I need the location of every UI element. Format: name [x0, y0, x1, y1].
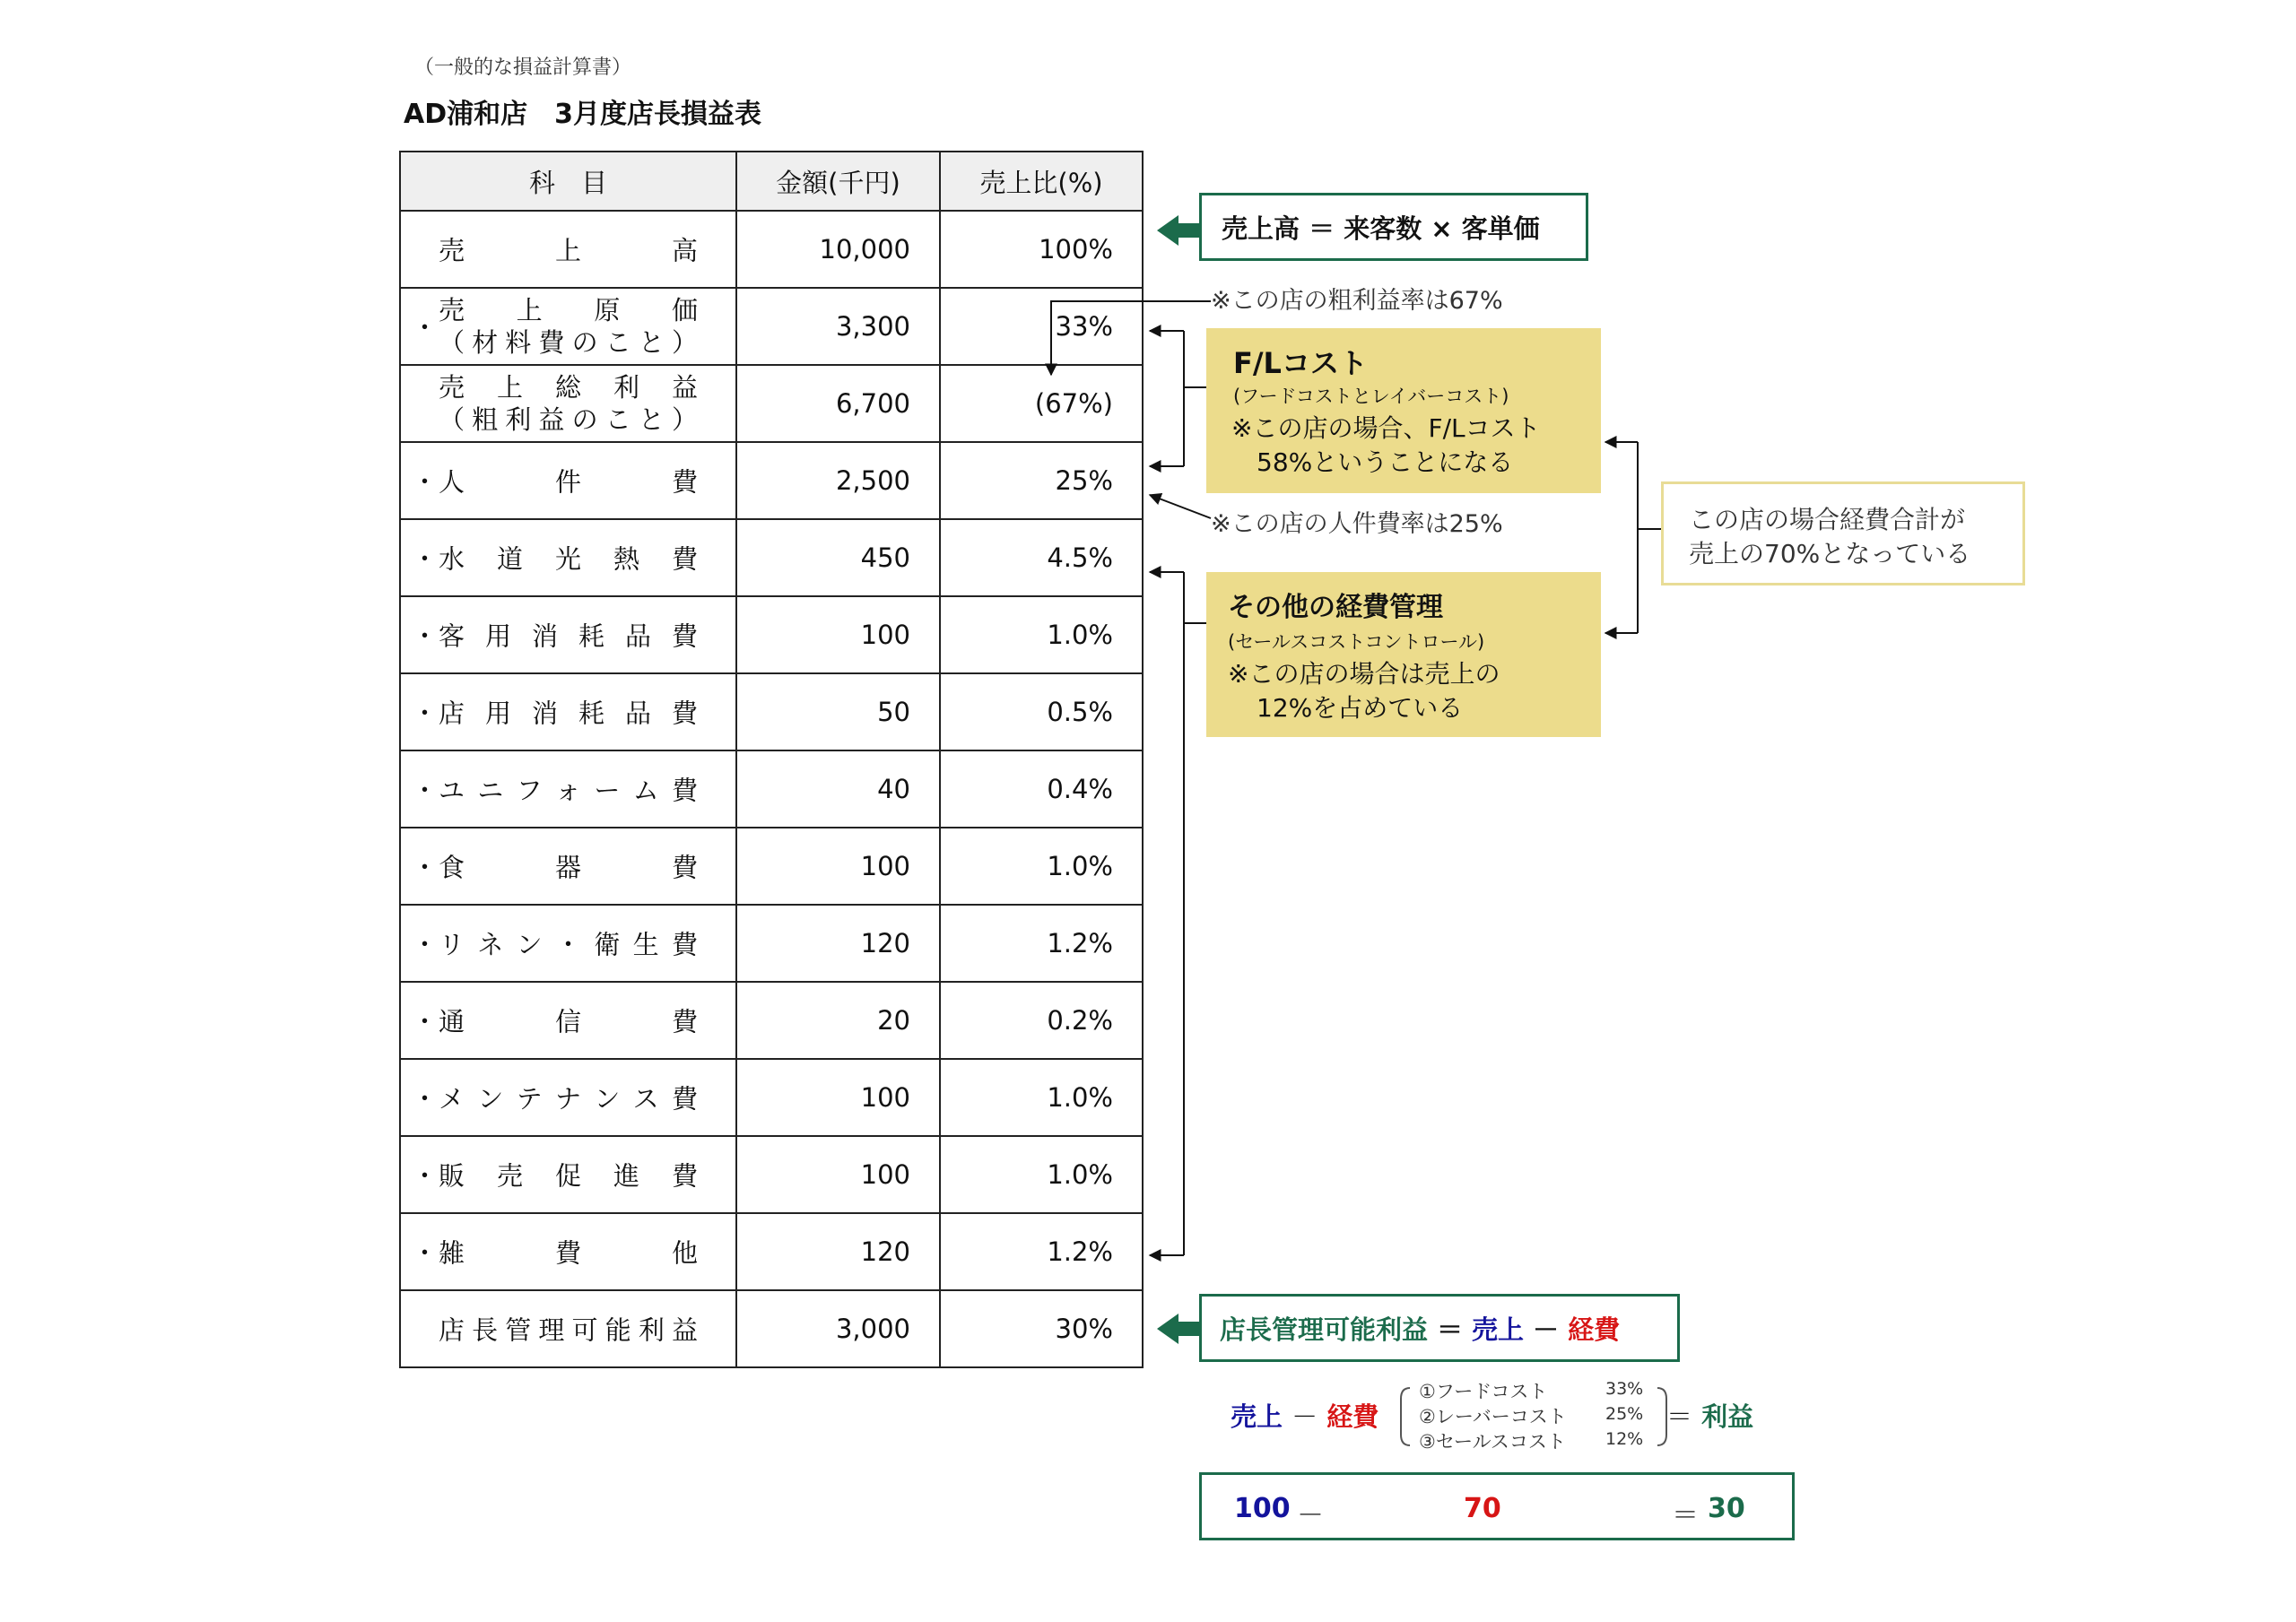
row-item-char: 促: [554, 1160, 581, 1192]
row-ratio: 30%: [940, 1290, 1143, 1367]
row-ratio: 25%: [940, 442, 1143, 519]
row-bullet: ・: [412, 1006, 439, 1037]
row-item-char: 客: [439, 620, 465, 652]
row-item-char: 売: [496, 1160, 523, 1192]
row-item-char: フ: [516, 775, 543, 806]
profit-formula-minus: －: [1533, 1314, 1560, 1345]
row-bullet: ・: [412, 466, 439, 498]
row-item-char: 利: [613, 372, 639, 403]
other-expense-note-line2: 12%を占めている: [1257, 693, 1464, 723]
row-item-char: 上: [516, 295, 543, 325]
result-profit-value: 30: [1708, 1493, 1745, 1524]
row-ratio: 1.0%: [940, 828, 1143, 905]
fl-cost-note-line1: ※この店の場合、F/Lコスト: [1231, 413, 1541, 443]
row-item-char: ）: [671, 404, 698, 435]
row-item-char: ン: [516, 929, 543, 960]
other-expense-subtitle: (セールスコストコントロール): [1228, 631, 1485, 653]
row-item-char: 利: [638, 1314, 665, 1346]
row-item-char: 長: [472, 1314, 499, 1346]
row-item-char: 道: [496, 543, 523, 575]
other-expense-note-line1: ※この店の場合は売上の: [1228, 659, 1500, 689]
row-item-char: 費: [671, 620, 698, 652]
sales-formula-text: 売上高 ＝ 来客数 × 客単価: [1222, 213, 1540, 244]
other-expense-title: その他の経費管理: [1228, 592, 1443, 623]
formula-item-3-pct: 12%: [1605, 1429, 1644, 1449]
row-item-char: 水: [439, 543, 465, 575]
row-item-char: 件: [554, 466, 581, 498]
formula-sales: 売上: [1231, 1401, 1283, 1432]
row-amount: 100: [736, 1136, 940, 1213]
formula-profit: 利益: [1701, 1401, 1754, 1432]
row-ratio: 0.5%: [940, 673, 1143, 750]
row-item-char: 店: [439, 1314, 465, 1346]
row-ratio: 33%: [940, 288, 1143, 365]
total-expense-line2: 売上の70%となっている: [1689, 539, 1971, 568]
labor-arrow-icon: [1150, 495, 1211, 518]
row-item-char: 消: [531, 698, 558, 729]
row-item-char: 総: [554, 372, 581, 403]
row-item-char: 原: [594, 295, 621, 325]
row-item-char: 費: [671, 1006, 698, 1037]
row-item-char: 販: [439, 1160, 465, 1192]
row-item-char: ス: [632, 1083, 659, 1115]
row-item-char: 生: [632, 929, 659, 960]
row-item-char: 熱: [613, 543, 639, 575]
row-item-char: 費: [671, 775, 698, 806]
row-bullet: ・: [412, 698, 439, 729]
row-item-char: ユ: [439, 775, 465, 806]
row-item-char: 衛: [594, 929, 621, 960]
row-bullet: ・: [412, 929, 439, 960]
sales-arrow-icon: [1157, 215, 1199, 246]
row-ratio: 0.4%: [940, 750, 1143, 828]
row-bullet: ・: [412, 543, 439, 575]
row-ratio: (67%): [940, 365, 1143, 442]
row-amount: 100: [736, 1059, 940, 1136]
header-ratio: 売上比(%): [940, 152, 1143, 211]
row-item-char: 売: [439, 235, 465, 266]
row-amount: 6,700: [736, 365, 940, 442]
formula-item-2: ②レーバーコスト: [1419, 1406, 1567, 1427]
gross-margin-note: ※この店の粗利益率は67%: [1211, 287, 1503, 315]
row-item-char: 費: [671, 466, 698, 498]
row-item-char: 益: [538, 404, 565, 435]
row-item-char: 耗: [578, 698, 604, 729]
formula-right-bracket-icon: [1657, 1388, 1666, 1445]
row-item-char: 材: [472, 327, 499, 358]
row-item-char: ネ: [477, 929, 504, 960]
row-item-char: ・: [554, 929, 581, 960]
row-bullet: ・: [412, 1237, 439, 1269]
row-bullet: ・: [412, 1083, 439, 1115]
row-item-char: こ: [604, 404, 631, 435]
row-item-char: 費: [671, 852, 698, 883]
row-ratio: 1.2%: [940, 1213, 1143, 1290]
row-amount: 2,500: [736, 442, 940, 519]
row-item-char: ム: [632, 775, 659, 806]
result-minus: －: [1297, 1500, 1324, 1531]
row-amount: 40: [736, 750, 940, 828]
formula-item-3: ③セールスコスト: [1419, 1431, 1566, 1453]
row-ratio: 4.5%: [940, 519, 1143, 596]
document-title: AD浦和店 3月度店長損益表: [404, 99, 761, 130]
row-ratio: 1.0%: [940, 1136, 1143, 1213]
row-item-char: 他: [671, 1237, 698, 1269]
row-item-char: 通: [439, 1006, 465, 1037]
row-item-char: 売: [439, 372, 465, 403]
row-ratio: 1.2%: [940, 905, 1143, 982]
fl-cost-title: F/Lコスト: [1233, 346, 1368, 380]
row-item-char: 雑: [439, 1237, 465, 1269]
row-item-char: 能: [604, 1314, 631, 1346]
row-item-char: ニ: [477, 775, 504, 806]
row-item-char: ー: [594, 775, 621, 806]
row-item-char: 品: [624, 620, 651, 652]
row-item-char: 粗: [472, 404, 499, 435]
row-item-char: 上: [554, 235, 581, 266]
row-amount: 3,300: [736, 288, 940, 365]
row-item-char: 価: [671, 295, 698, 325]
result-sales-value: 100: [1234, 1493, 1291, 1524]
result-equals: ＝: [1672, 1500, 1699, 1531]
row-amount: 50: [736, 673, 940, 750]
formula-expense: 経費: [1326, 1401, 1379, 1432]
row-item-char: 用: [484, 620, 511, 652]
row-item-char: 進: [613, 1160, 639, 1192]
row-item-char: 管: [505, 1314, 532, 1346]
profit-formula-equals: ＝: [1437, 1314, 1464, 1345]
row-item-char: 器: [554, 852, 581, 883]
row-bullet: ・: [412, 312, 439, 343]
row-item-char: と: [638, 327, 665, 358]
row-item-char: （: [439, 404, 465, 435]
row-amount: 20: [736, 982, 940, 1059]
profit-formula-sales: 売上: [1472, 1314, 1525, 1345]
row-amount: 3,000: [736, 1290, 940, 1367]
row-item-char: メ: [439, 1083, 465, 1115]
row-item-char: 益: [671, 372, 698, 403]
row-item-char: 費: [671, 698, 698, 729]
row-item-char: の: [571, 327, 598, 358]
row-item-char: 高: [671, 235, 698, 266]
other-bracket-icon: [1150, 572, 1206, 1255]
row-item-char: 用: [484, 698, 511, 729]
row-item-char: 売: [439, 295, 465, 325]
row-item-char: 費: [671, 543, 698, 575]
formula-minus: －: [1292, 1401, 1318, 1432]
total-expense-line1: この店の場合経費合計が: [1689, 505, 1966, 534]
total-bracket-icon: [1605, 442, 1661, 633]
row-item-char: 食: [439, 852, 465, 883]
fl-bracket-icon: [1150, 331, 1206, 466]
row-amount: 120: [736, 1213, 940, 1290]
row-item-char: 費: [554, 1237, 581, 1269]
formula-item-2-pct: 25%: [1605, 1404, 1644, 1424]
row-item-char: 信: [554, 1006, 581, 1037]
row-item-char: ォ: [554, 775, 581, 806]
result-expense-value: 70: [1464, 1493, 1501, 1524]
row-item-char: 可: [571, 1314, 598, 1346]
row-item-char: （: [439, 327, 465, 358]
document-subtitle: （一般的な損益計算書）: [414, 56, 632, 79]
formula-item-1-pct: 33%: [1605, 1379, 1644, 1399]
formula-left-bracket-icon: [1401, 1388, 1410, 1445]
fl-cost-note-line2: 58%ということになる: [1257, 447, 1514, 477]
row-item-char: と: [638, 404, 665, 435]
gross-margin-arrow-icon: [1051, 301, 1211, 375]
row-item-char: リ: [439, 929, 465, 960]
row-ratio: 0.2%: [940, 982, 1143, 1059]
row-item-char: 費: [671, 929, 698, 960]
row-item-char: 益: [671, 1314, 698, 1346]
row-item-char: 店: [439, 698, 465, 729]
row-item-char: 品: [624, 698, 651, 729]
row-amount: 120: [736, 905, 940, 982]
row-item-char: 利: [505, 404, 532, 435]
row-item-char: ン: [594, 1083, 621, 1115]
profit-arrow-icon: [1157, 1314, 1199, 1344]
row-bullet: ・: [412, 852, 439, 883]
row-ratio: 1.0%: [940, 596, 1143, 673]
row-item-char: 料: [505, 327, 532, 358]
row-item-char: 費: [671, 1083, 698, 1115]
row-amount: 100: [736, 828, 940, 905]
row-item-char: 消: [531, 620, 558, 652]
row-item-char: 理: [538, 1314, 565, 1346]
header-amount: 金額(千円): [736, 152, 940, 211]
row-item-char: 費: [538, 327, 565, 358]
row-item-char: の: [571, 404, 598, 435]
row-item-char: 費: [671, 1160, 698, 1192]
row-item-char: 上: [496, 372, 523, 403]
fl-cost-subtitle: (フードコストとレイバーコスト): [1233, 386, 1509, 407]
row-item-char: こ: [604, 327, 631, 358]
formula-equals: ＝: [1666, 1401, 1693, 1432]
row-bullet: ・: [412, 620, 439, 652]
profit-formula-label: 店長管理可能利益: [1220, 1314, 1429, 1345]
row-amount: 450: [736, 519, 940, 596]
row-item-char: 人: [439, 466, 465, 498]
formula-item-1: ①フードコスト: [1419, 1381, 1548, 1402]
row-item-char: ン: [477, 1083, 504, 1115]
row-amount: 100: [736, 596, 940, 673]
row-item-char: 光: [554, 543, 581, 575]
row-ratio: 1.0%: [940, 1059, 1143, 1136]
row-item-char: テ: [516, 1083, 543, 1115]
row-item-char: ナ: [554, 1083, 581, 1115]
header-item: 科 目: [400, 152, 736, 211]
profit-formula-expense: 経費: [1568, 1314, 1621, 1345]
row-amount: 10,000: [736, 211, 940, 288]
row-bullet: ・: [412, 775, 439, 806]
row-bullet: ・: [412, 1160, 439, 1192]
row-item-char: 耗: [578, 620, 604, 652]
row-ratio: 100%: [940, 211, 1143, 288]
labor-rate-note: ※この店の人件費率は25%: [1211, 510, 1503, 538]
row-item-char: ）: [671, 327, 698, 358]
